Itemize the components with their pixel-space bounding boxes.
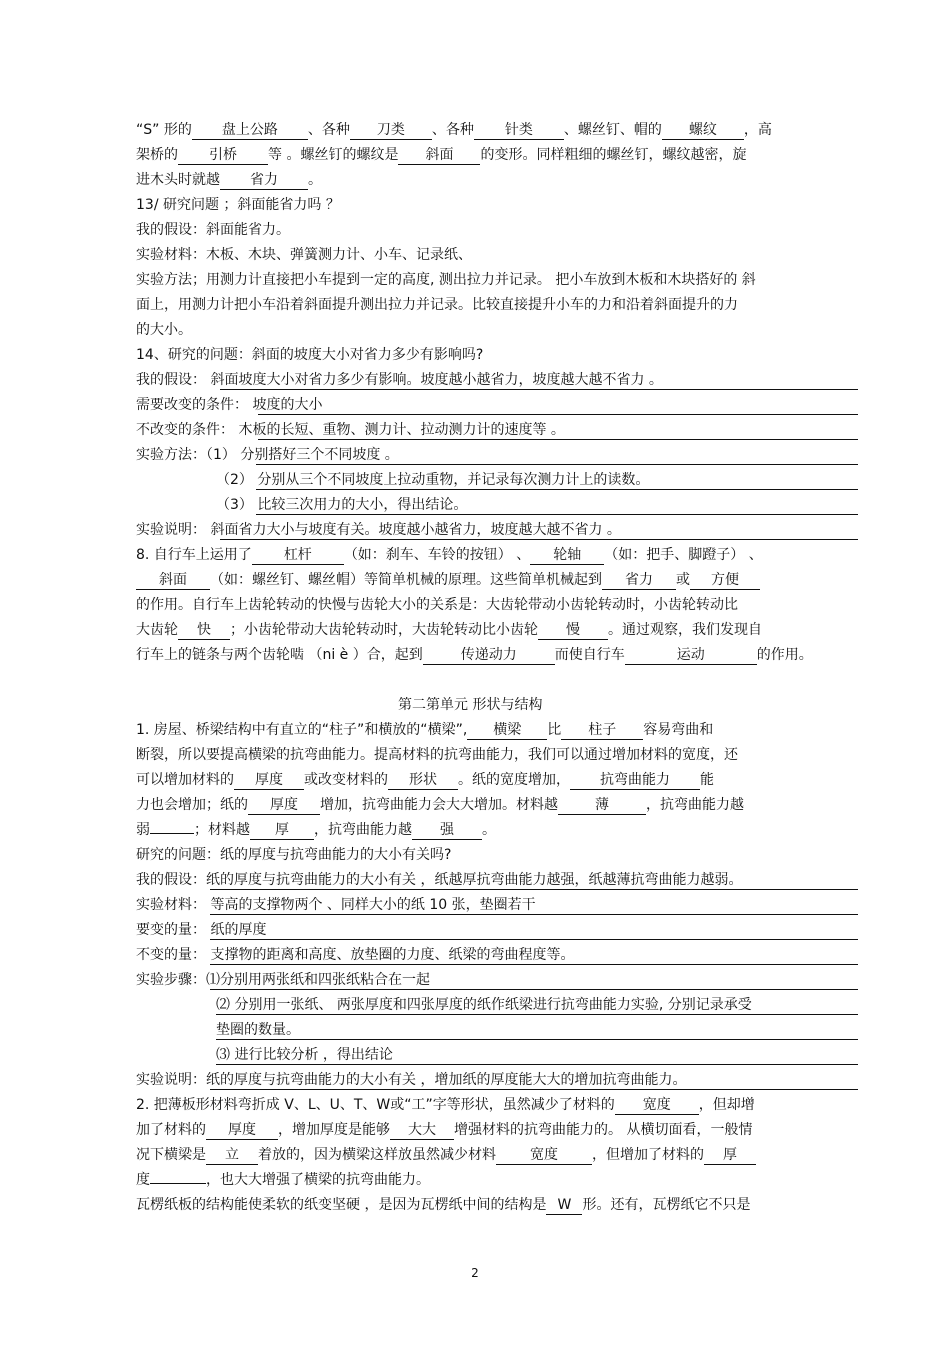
- line-text: 大齿轮: [136, 622, 178, 638]
- line-text: 。通过观察，我们发现自: [608, 622, 762, 638]
- line-text: 、各种: [431, 122, 474, 138]
- answer-underline: [258, 414, 858, 415]
- line-text: 能: [700, 772, 714, 788]
- line-text: 实验步骤：⑴分别用两张纸和四张纸粘合在一起: [136, 972, 430, 988]
- fill-blank-answer: 厚度: [248, 797, 320, 815]
- line-text: ；材料越: [194, 822, 250, 838]
- line-text: 可以增加材料的: [136, 772, 234, 788]
- line-text: 不改变的条件： 木板的长短、重物、测力计、拉动测力计的速度等 。: [136, 422, 565, 438]
- text-line: [136, 1171, 430, 1189]
- line-text: 况下横梁是: [136, 1147, 206, 1163]
- line-text: 、螺丝钉、帽的: [563, 122, 662, 138]
- text-line: [136, 771, 714, 790]
- answer-underline: [210, 964, 858, 965]
- text-line: [136, 871, 742, 889]
- answer-underline: [210, 889, 858, 890]
- line-text: 的变形。同样粗细的螺丝钉，螺纹越密，旋: [480, 147, 747, 163]
- fill-blank-answer: 宽度: [496, 1147, 592, 1165]
- line-text: 第二第单元 形状与结构: [398, 697, 543, 713]
- line-text: （如：螺丝钉、螺丝帽）等简单机械的原理。这些简单机械起到: [210, 572, 602, 588]
- line-text: 实验说明：纸的厚度与抗弯曲能力的大小有关 ，增加纸的厚度能大大的增加抗弯曲能力。: [136, 1072, 687, 1088]
- text-line: [136, 371, 663, 389]
- answer-underline: [258, 439, 858, 440]
- line-text: （2） 分别从三个不同坡度上拉动重物，并记录每次测力计上的读数。: [216, 472, 650, 488]
- text-line: [136, 596, 738, 614]
- text-line: [136, 896, 536, 914]
- fill-blank-answer: 省力: [220, 172, 308, 190]
- line-text: （3） 比较三次用力的大小，得出结论。: [216, 497, 468, 513]
- fill-blank-answer: W: [546, 1197, 582, 1215]
- line-text: 的作用。: [756, 647, 813, 663]
- line-text: 8. 自行车上运用了: [136, 547, 252, 563]
- line-text: 不变的量： 支撑物的距离和高度、放垫圈的力度、纸梁的弯曲程度等。: [136, 947, 575, 963]
- text-line: [136, 571, 760, 590]
- line-text: 2. 把薄板形材料弯折成 V、L、U、T、W或“工”字等形状，虽然减少了材料的: [136, 1097, 615, 1113]
- line-text: 实验方法；用测力计直接把小车提到一定的高度, 测出拉力并记录。 把小车放到木板和木块搭好的 斜: [136, 272, 756, 288]
- text-line: [136, 646, 813, 665]
- line-text: ⑵ 分别用一张纸、 两张厚度和四张厚度的纸作纸梁进行抗弯曲能力实验, 分别记录承受: [216, 997, 752, 1013]
- fill-blank-answer: 快: [178, 622, 230, 640]
- answer-underline: [256, 489, 858, 490]
- fill-blank-answer: 斜面: [136, 572, 210, 590]
- text-line: [136, 621, 762, 640]
- fill-blank-answer: 大大: [390, 1122, 454, 1140]
- text-line: [136, 221, 290, 239]
- fill-blank-answer: 运动: [625, 647, 757, 665]
- answer-underline: [210, 939, 858, 940]
- fill-blank-answer: 立: [206, 1147, 258, 1165]
- line-text: 或改变材料的: [304, 772, 388, 788]
- text-line: [136, 1196, 750, 1215]
- fill-blank-answer: 方便: [690, 572, 760, 590]
- line-text: 14、研究的问题：斜面的坡度大小对省力多少有影响吗?: [136, 347, 484, 363]
- line-text: 实验材料： 等高的支撑物两个 、同样大小的纸 10 张，垫圈若干: [136, 897, 536, 913]
- line-text: 实验说明： 斜面省力大小与坡度有关。坡度越小越省力，坡度越大越不省力 。: [136, 522, 621, 538]
- line-text: 形。还有，瓦楞纸它不只是: [582, 1197, 751, 1213]
- text-line: [136, 246, 472, 264]
- answer-underline: [256, 464, 858, 465]
- line-text: 瓦楞纸板的结构能使柔软的纸变坚硬 ，是因为瓦楞纸中间的结构是: [136, 1197, 547, 1213]
- fill-blank-answer: 慢: [538, 622, 608, 640]
- text-line: [136, 121, 772, 140]
- line-text: 的作用。自行车上齿轮转动的快慢与齿轮大小的关系是：大齿轮带动小齿轮转动时，小齿轮转动比: [136, 597, 738, 613]
- text-line: [136, 746, 738, 764]
- line-text: 、各种: [307, 122, 350, 138]
- text-line: [136, 421, 565, 439]
- fill-blank-answer: 柱子: [561, 722, 643, 740]
- line-text: 等 。螺丝钉的螺纹是: [268, 147, 399, 163]
- text-line: [216, 471, 649, 489]
- answer-underline: [216, 1014, 858, 1015]
- text-line: [136, 1121, 752, 1140]
- line-text: 实验方法：（1） 分别搭好三个不同坡度 。: [136, 447, 399, 463]
- line-text: 研究的问题：纸的厚度与抗弯曲能力的大小有关吗?: [136, 847, 452, 863]
- line-text: 着放的，因为横梁这样放虽然减少材料: [258, 1147, 496, 1163]
- line-text: 我的假设：纸的厚度与抗弯曲能力的大小有关 ，纸越厚抗弯曲能力越强，纸越薄抗弯曲能力越弱。: [136, 872, 743, 888]
- line-text: 要变的量： 纸的厚度: [136, 922, 267, 938]
- fill-blank-answer: 宽度: [615, 1097, 699, 1115]
- text-line: [136, 271, 756, 289]
- text-line: [136, 846, 451, 864]
- line-text: ，也大大增强了横梁的抗弯曲能力。: [206, 1172, 430, 1188]
- fill-blank-answer: 抗弯曲能力: [570, 772, 700, 790]
- fill-blank-answer: 厚度: [234, 772, 304, 790]
- fill-blank-answer: 强: [412, 822, 482, 840]
- line-text: 。纸的宽度增加，: [458, 772, 570, 788]
- answer-underline: [216, 1039, 858, 1040]
- text-line: [136, 396, 322, 414]
- line-text: 实验材料：木板、木块、弹簧测力计、小车、记录纸、: [136, 247, 472, 263]
- line-text: ；小齿轮带动大齿轮转动时，大齿轮转动比小齿轮: [230, 622, 538, 638]
- line-text: 架桥的: [136, 147, 178, 163]
- line-text: 加了材料的: [136, 1122, 206, 1138]
- text-line: [136, 796, 744, 815]
- fill-blank-answer: 形状: [388, 772, 458, 790]
- text-line: [398, 696, 542, 714]
- text-line: [216, 996, 752, 1014]
- line-text: ，抗弯曲能力越: [646, 797, 744, 813]
- fill-blank-answer: 横梁: [467, 722, 547, 740]
- line-text: ，高: [743, 122, 772, 138]
- answer-underline: [210, 1089, 858, 1090]
- text-line: [136, 821, 496, 840]
- answer-underline: [220, 389, 858, 390]
- fill-blank-answer: 薄: [558, 797, 646, 815]
- line-text: “S” 形的: [136, 122, 192, 138]
- answer-underline: [210, 989, 858, 990]
- answer-underline: [256, 514, 858, 515]
- fill-blank-answer: 传递动力: [423, 647, 555, 665]
- fill-blank-answer: 盘上公路: [192, 122, 308, 140]
- text-line: [136, 1071, 686, 1089]
- line-text: 面上，用测力计把小车沿着斜面提升测出拉力并记录。比较直接提升小车的力和沿着斜面提升的力: [136, 297, 738, 313]
- fill-blank-answer: 引桥: [178, 147, 268, 165]
- line-text: （如：刹车、车铃的按钮） 、: [343, 547, 531, 563]
- text-line: [136, 921, 266, 939]
- line-text: ，但增加了材料的: [592, 1147, 704, 1163]
- line-text: ⑶ 进行比较分析 ，得出结论: [216, 1047, 393, 1063]
- fill-blank-answer: [150, 1183, 206, 1184]
- answer-underline: [220, 539, 858, 540]
- line-text: 垫圈的数量。: [216, 1022, 300, 1038]
- text-line: [136, 521, 621, 539]
- text-line: [136, 321, 192, 339]
- line-text: 增强材料的抗弯曲能力的。 从横切面看，一般情: [454, 1122, 753, 1138]
- line-text: 的大小。: [136, 322, 192, 338]
- answer-underline: [210, 914, 858, 915]
- line-text: 13/ 研究问题 ；斜面能省力吗 ？: [136, 197, 340, 213]
- text-line: [136, 296, 738, 314]
- line-text: （如：把手、脚蹬子） 、: [604, 547, 763, 563]
- fill-blank-answer: [150, 833, 194, 834]
- line-text: 增加，抗弯曲能力会大大增加。材料越: [320, 797, 558, 813]
- line-text: 或: [676, 572, 690, 588]
- page-number: 2: [471, 1266, 479, 1280]
- line-text: 1. 房屋、桥梁结构中有直立的“柱子”和横放的“横梁”,: [136, 722, 468, 738]
- line-text: 我的假设：斜面能省力。: [136, 222, 290, 238]
- text-line: [136, 346, 483, 364]
- fill-blank-answer: 刀类: [350, 122, 432, 140]
- fill-blank-answer: 厚度: [206, 1122, 278, 1140]
- line-text: ，但却增: [698, 1097, 755, 1113]
- text-line: [216, 1046, 393, 1064]
- fill-blank-answer: 螺纹: [662, 122, 744, 140]
- fill-blank-answer: 针类: [474, 122, 564, 140]
- text-line: [136, 546, 763, 565]
- text-line: [216, 496, 467, 514]
- text-line: [136, 446, 399, 464]
- fill-blank-answer: 省力: [602, 572, 676, 590]
- line-text: 。: [482, 822, 496, 838]
- fill-blank-answer: 厚: [250, 822, 314, 840]
- fill-blank-answer: 杠杆: [252, 547, 344, 565]
- line-text: 行车上的链条与两个齿轮啮 （ni è ）合，起到: [136, 647, 423, 663]
- line-text: 断裂，所以要提高横梁的抗弯曲能力。提高材料的抗弯曲能力，我们可以通过增加材料的宽度，还: [136, 747, 738, 763]
- line-text: 而使自行车: [554, 647, 625, 663]
- text-line: [136, 971, 430, 989]
- line-text: 力也会增加；纸的: [136, 797, 248, 813]
- fill-blank-answer: 轮轴: [530, 547, 604, 565]
- text-line: [136, 1146, 756, 1165]
- text-line: [136, 146, 746, 165]
- text-line: [136, 171, 322, 190]
- line-text: 。: [308, 172, 322, 188]
- fill-blank-answer: 斜面: [398, 147, 480, 165]
- line-text: 需要改变的条件： 坡度的大小: [136, 397, 323, 413]
- line-text: 弱: [136, 822, 150, 838]
- text-line: [216, 1021, 300, 1039]
- text-line: [136, 721, 713, 740]
- line-text: 进木头时就越: [136, 172, 220, 188]
- line-text: ，抗弯曲能力越: [314, 822, 412, 838]
- fill-blank-answer: 厚: [704, 1147, 756, 1165]
- line-text: 比: [547, 722, 562, 738]
- answer-underline: [216, 1064, 858, 1065]
- line-text: 容易弯曲和: [643, 722, 714, 738]
- line-text: 我的假设： 斜面坡度大小对省力多少有影响。坡度越小越省力，坡度越大越不省力 。: [136, 372, 663, 388]
- text-line: [136, 946, 574, 964]
- text-line: [136, 196, 340, 214]
- text-line: [136, 1096, 755, 1115]
- line-text: 度: [136, 1172, 150, 1188]
- line-text: ，增加厚度是能够: [278, 1122, 390, 1138]
